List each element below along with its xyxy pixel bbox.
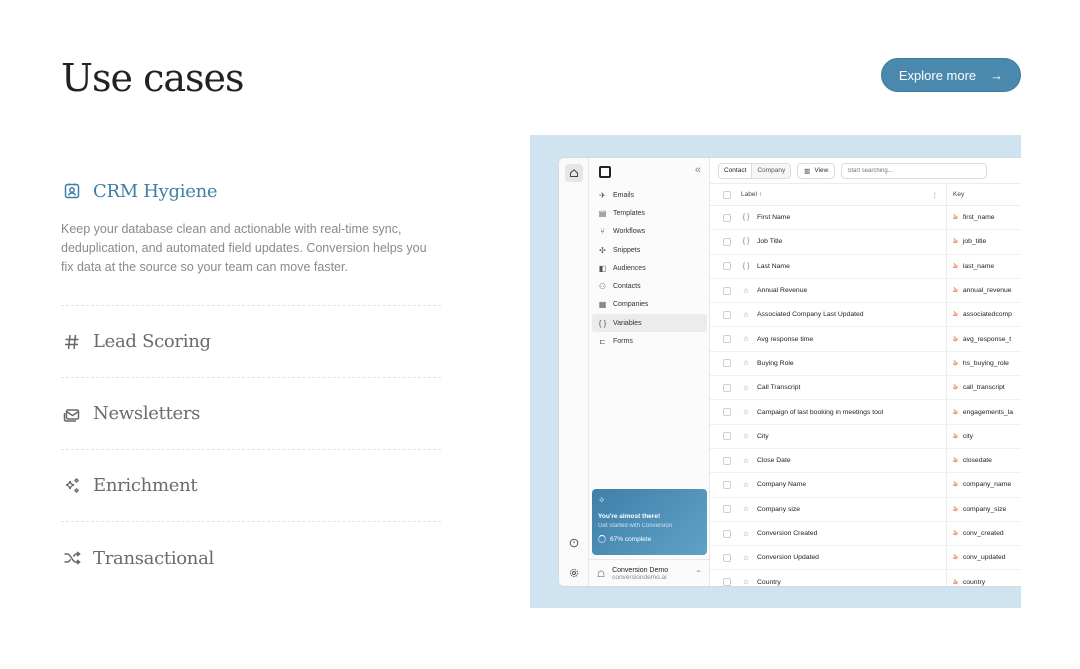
use-case-label: Enrichment xyxy=(93,475,198,496)
contacts-icon: ⚇ xyxy=(598,282,607,292)
table-row[interactable] xyxy=(710,376,1021,400)
row-checkbox[interactable] xyxy=(723,457,731,465)
table-row[interactable] xyxy=(710,425,1021,449)
row-checkbox[interactable] xyxy=(723,505,731,513)
row-label: Annual Revenue xyxy=(757,287,808,295)
use-case-crm-hygiene[interactable] xyxy=(61,170,441,306)
hubspot-icon: ঌ xyxy=(953,455,958,465)
account-switcher[interactable] xyxy=(589,559,710,587)
app-window xyxy=(558,157,1021,587)
help-icon[interactable] xyxy=(565,534,583,552)
onboarding-progress xyxy=(598,535,701,543)
row-label: City xyxy=(757,432,769,440)
search-input[interactable] xyxy=(841,163,987,179)
use-case-label: Lead Scoring xyxy=(93,331,211,352)
sidebar-item-label: Companies xyxy=(613,301,649,309)
hubspot-icon: ঌ xyxy=(953,309,958,319)
label-cell xyxy=(741,400,947,423)
table-row[interactable] xyxy=(710,327,1021,351)
label-cell xyxy=(741,425,947,448)
row-key: country xyxy=(962,578,986,586)
sidebar-item-emails[interactable] xyxy=(592,186,707,204)
label-cell xyxy=(741,570,947,587)
main-content xyxy=(710,158,1021,586)
row-label: Call Transcript xyxy=(757,384,801,392)
onboarding-title: You're almost there! xyxy=(598,513,661,520)
chevron-up-down-icon: ⌃ xyxy=(695,569,702,578)
table-row[interactable] xyxy=(710,570,1021,587)
hubspot-icon: ঌ xyxy=(953,212,958,222)
key-cell xyxy=(947,454,1021,467)
braces-icon[interactable]: { } xyxy=(742,238,750,246)
star-icon[interactable]: ☆ xyxy=(742,554,750,562)
sidebar-item-companies[interactable] xyxy=(592,296,707,314)
hubspot-icon: ঌ xyxy=(953,333,958,343)
label-cell xyxy=(741,352,947,375)
label-cell xyxy=(741,473,947,496)
label-cell xyxy=(741,279,947,302)
snippet-icon: ✣ xyxy=(599,245,606,255)
star-icon[interactable]: ☆ xyxy=(742,433,750,441)
sidebar-item-templates[interactable] xyxy=(592,204,707,222)
row-key: company_name xyxy=(962,481,1012,489)
star-icon[interactable]: ☆ xyxy=(742,384,750,392)
row-checkbox[interactable] xyxy=(723,578,731,586)
key-cell xyxy=(947,406,1021,419)
workspace-icon: ☖ xyxy=(597,568,606,579)
row-checkbox[interactable] xyxy=(723,408,731,416)
row-key: engagements_la xyxy=(962,408,1014,416)
hubspot-icon: ঌ xyxy=(953,576,958,586)
key-cell xyxy=(947,503,1021,516)
onboarding-subtitle: Get started with Conversion xyxy=(598,523,673,529)
contact-card-icon xyxy=(61,180,83,202)
send-icon: ✈ xyxy=(599,190,606,200)
sidebar-item-label: Contacts xyxy=(613,283,641,291)
row-checkbox[interactable] xyxy=(723,481,731,489)
progress-text: 67% complete xyxy=(610,535,652,543)
tab-company[interactable]: Company xyxy=(752,164,790,178)
row-label: Job Title xyxy=(757,238,783,246)
star-icon[interactable]: ☆ xyxy=(742,579,750,587)
explore-more-label: Explore more xyxy=(898,67,977,83)
row-key: hs_buying_role xyxy=(962,359,1009,367)
sidebar-item-forms[interactable] xyxy=(592,332,707,350)
use-case-description: Keep your database clean and actionable with real-time sync, deduplication, and automated field updates. Conversion helps you fix data at the source so your team can move faster. xyxy=(61,222,427,274)
row-label: Conversion Updated xyxy=(757,554,819,562)
row-key: annual_revenue xyxy=(962,287,1012,295)
row-label: Avg response time xyxy=(757,335,814,343)
sidebar-item-label: Templates xyxy=(613,209,645,217)
row-checkbox[interactable] xyxy=(723,238,731,246)
key-cell xyxy=(947,430,1021,443)
row-checkbox[interactable] xyxy=(723,359,731,367)
use-case-label: Newsletters xyxy=(93,403,201,424)
row-checkbox[interactable] xyxy=(723,384,731,392)
key-cell xyxy=(947,260,1021,273)
sidebar-item-label: Audiences xyxy=(613,264,646,272)
use-case-label: CRM Hygiene xyxy=(93,180,218,202)
sidebar-item-variables[interactable] xyxy=(592,314,707,332)
key-cell xyxy=(947,551,1021,564)
hubspot-icon: ঌ xyxy=(953,503,958,513)
columns-icon: ▥ xyxy=(804,167,811,175)
hubspot-icon: ঌ xyxy=(953,236,958,246)
star-icon[interactable]: ☆ xyxy=(742,409,750,417)
table-row[interactable] xyxy=(710,352,1021,376)
row-checkbox[interactable] xyxy=(723,214,731,222)
key-cell xyxy=(947,527,1021,540)
table-row[interactable] xyxy=(710,449,1021,473)
label-cell xyxy=(741,230,947,253)
sidebar-item-label: Workflows xyxy=(613,228,646,236)
table-row[interactable] xyxy=(710,279,1021,303)
collapse-sidebar-icon[interactable]: « xyxy=(694,164,701,176)
building-icon: ▦ xyxy=(598,300,607,310)
party-popper-icon: ✧ xyxy=(598,495,606,505)
table-row[interactable] xyxy=(710,303,1021,327)
hubspot-icon: ঌ xyxy=(953,357,958,367)
star-icon[interactable]: ☆ xyxy=(742,287,750,295)
key-cell xyxy=(947,211,1021,224)
row-key: company_size xyxy=(962,505,1007,513)
star-icon[interactable]: ☆ xyxy=(742,360,750,368)
use-case-newsletters[interactable] xyxy=(61,378,441,450)
star-icon[interactable]: ☆ xyxy=(742,311,750,319)
row-checkbox[interactable] xyxy=(723,287,731,295)
workflow-icon: ⑂ xyxy=(600,227,605,237)
hubspot-icon: ঌ xyxy=(953,382,958,392)
key-cell xyxy=(947,333,1021,346)
row-key: associatedcomp xyxy=(962,311,1012,319)
icon-rail xyxy=(559,158,589,586)
braces-icon[interactable]: { } xyxy=(742,214,750,222)
row-checkbox[interactable] xyxy=(723,432,731,440)
braces-icon[interactable]: { } xyxy=(742,262,750,270)
form-icon: ⊏ xyxy=(599,337,606,347)
shuffle-icon xyxy=(61,547,83,569)
star-icon[interactable]: ☆ xyxy=(742,506,750,514)
label-cell xyxy=(741,522,947,545)
onboarding-card[interactable] xyxy=(592,489,707,555)
label-cell xyxy=(741,498,947,521)
row-label: Campaign of last booking in meetings tool xyxy=(757,408,884,416)
progress-ring-icon xyxy=(598,535,606,543)
row-checkbox[interactable] xyxy=(723,262,731,270)
use-case-list xyxy=(61,170,441,594)
row-label: Company Name xyxy=(757,481,807,489)
home-icon[interactable] xyxy=(565,164,583,182)
sidebar-item-workflows[interactable] xyxy=(592,223,707,241)
table-row[interactable] xyxy=(710,206,1021,230)
sidebar-item-label: Snippets xyxy=(613,246,641,254)
sidebar xyxy=(589,158,710,586)
sidebar-item-label: Variables xyxy=(613,319,642,327)
app-preview xyxy=(530,135,1021,608)
label-cell xyxy=(741,303,947,326)
row-label: Associated Company Last Updated xyxy=(757,311,864,319)
row-label: Buying Role xyxy=(757,359,794,367)
app-logo-icon xyxy=(599,166,611,178)
row-label: First Name xyxy=(757,214,791,222)
row-label: Company size xyxy=(757,505,801,513)
key-cell xyxy=(947,381,1021,394)
hubspot-icon: ঌ xyxy=(953,406,958,416)
sidebar-item-audiences[interactable] xyxy=(592,259,707,277)
label-column-header xyxy=(741,184,947,205)
row-key: avg_response_t xyxy=(962,335,1012,343)
tab-contact[interactable]: Contact xyxy=(719,164,752,178)
row-label: Close Date xyxy=(757,457,791,465)
row-checkbox[interactable] xyxy=(723,335,731,343)
label-cell xyxy=(741,327,947,350)
column-header-label[interactable]: Label ↑ xyxy=(741,191,762,198)
row-label: Conversion Created xyxy=(757,530,818,537)
hubspot-icon: ঌ xyxy=(953,285,958,295)
row-checkbox[interactable] xyxy=(723,554,731,562)
hubspot-icon: ঌ xyxy=(953,552,958,562)
sidebar-item-label: Emails xyxy=(613,191,635,199)
explore-more-button[interactable] xyxy=(881,58,1021,92)
key-cell xyxy=(947,576,1021,587)
hubspot-icon: ঌ xyxy=(953,528,958,537)
table-row[interactable] xyxy=(710,546,1021,570)
hubspot-icon: ঌ xyxy=(953,479,958,489)
table-row[interactable] xyxy=(710,400,1021,424)
table-header xyxy=(710,184,1021,206)
settings-icon[interactable] xyxy=(565,564,583,582)
row-key: call_transcript xyxy=(962,384,1005,392)
label-cell xyxy=(741,546,947,569)
key-cell xyxy=(947,308,1021,321)
table-row[interactable] xyxy=(710,473,1021,497)
label-cell xyxy=(741,449,947,472)
select-all-checkbox[interactable] xyxy=(723,191,731,199)
account-name: Conversion Demo xyxy=(612,567,669,574)
row-key: last_name xyxy=(962,262,995,270)
template-icon: ▤ xyxy=(598,208,607,218)
table-row[interactable] xyxy=(710,498,1021,522)
hash-icon xyxy=(61,331,83,353)
use-case-enrichment[interactable] xyxy=(61,450,441,522)
table-body xyxy=(710,206,1021,587)
row-key: conv_updated xyxy=(962,554,1006,562)
use-case-lead-scoring[interactable] xyxy=(61,306,441,378)
row-checkbox[interactable] xyxy=(723,530,731,538)
view-button[interactable] xyxy=(797,163,835,179)
mail-stack-icon xyxy=(61,403,83,425)
row-key: job_title xyxy=(962,238,987,246)
sidebar-item-contacts[interactable] xyxy=(592,277,707,295)
row-label: Country xyxy=(757,578,781,586)
key-cell xyxy=(947,478,1021,491)
table-row[interactable] xyxy=(710,255,1021,279)
star-icon[interactable]: ☆ xyxy=(742,457,750,465)
object-toggle xyxy=(718,163,791,179)
toolbar xyxy=(710,158,1021,184)
use-case-label: Transactional xyxy=(93,547,214,569)
hubspot-icon: ঌ xyxy=(953,430,958,440)
label-cell xyxy=(741,255,947,278)
star-icon[interactable]: ☆ xyxy=(742,481,750,489)
sidebar-item-label: Forms xyxy=(613,338,633,346)
table-row[interactable] xyxy=(710,230,1021,254)
page-title: Use cases xyxy=(61,56,244,100)
column-header-key[interactable]: Key xyxy=(953,191,965,198)
arrow-right-icon: → xyxy=(990,67,1004,83)
key-cell xyxy=(947,284,1021,297)
hubspot-icon: ঌ xyxy=(953,260,958,270)
key-cell xyxy=(947,235,1021,248)
key-cell xyxy=(947,357,1021,370)
label-cell xyxy=(741,376,947,399)
braces-icon: { } xyxy=(598,318,607,328)
table-row[interactable] xyxy=(710,522,1021,546)
account-domain: conversiondemo.ai xyxy=(612,574,667,581)
view-label: View xyxy=(814,167,829,174)
row-key: first_name xyxy=(962,214,995,222)
row-label: Last Name xyxy=(757,262,790,270)
more-options-icon[interactable]: ⋮ xyxy=(931,191,938,199)
row-key: city xyxy=(962,432,974,440)
sparkles-icon xyxy=(61,475,83,497)
sidebar-nav xyxy=(592,186,707,351)
star-icon[interactable]: ☆ xyxy=(742,530,750,538)
label-cell xyxy=(741,206,947,229)
key-column-header xyxy=(947,191,1021,198)
use-case-transactional[interactable] xyxy=(61,522,441,594)
audience-icon: ◧ xyxy=(598,263,607,273)
row-checkbox[interactable] xyxy=(723,311,731,319)
sidebar-item-snippets[interactable] xyxy=(592,241,707,259)
row-key: closedate xyxy=(962,457,992,465)
star-icon[interactable]: ☆ xyxy=(742,336,750,344)
row-key: conv_created xyxy=(962,530,1004,537)
